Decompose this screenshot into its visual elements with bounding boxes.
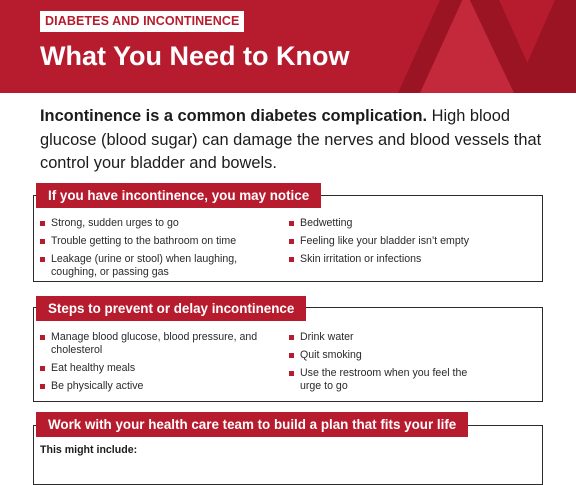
list-item: Skin irritation or infections: [289, 253, 529, 266]
header-banner: [0, 0, 576, 93]
list-item: Quit smoking: [289, 349, 479, 362]
list-item: Bedwetting: [289, 217, 529, 230]
prevent-heading: Steps to prevent or delay incontinence: [36, 296, 306, 321]
team-heading: Work with your health care team to build a plan that fits your life: [36, 412, 468, 437]
list-item: Be physically active: [40, 380, 275, 393]
notice-list-right: [289, 217, 529, 271]
prevent-list-right: [289, 331, 479, 398]
list-item: Manage blood glucose, blood pressure, and cholesterol: [40, 331, 275, 357]
intro-bold: Incontinence is a common diabetes complication.: [40, 107, 428, 125]
list-item: Feeling like your bladder isn’t empty: [289, 235, 529, 248]
notice-heading: If you have incontinence, you may notice: [36, 183, 321, 208]
page-title: What You Need to Know: [40, 41, 350, 71]
list-item: Strong, sudden urges to go: [40, 217, 275, 230]
list-item: Trouble getting to the bathroom on time: [40, 235, 275, 248]
kicker-label: DIABETES AND INCONTINENCE: [40, 11, 244, 32]
list-item: Eat healthy meals: [40, 362, 275, 375]
list-item: Drink water: [289, 331, 479, 344]
notice-list-left: [40, 217, 275, 284]
prevent-list-left: [40, 331, 275, 398]
list-item: Use the restroom when you feel the urge to go: [289, 367, 479, 393]
list-item: Leakage (urine or stool) when laughing, coughing, or passing gas: [40, 253, 275, 279]
intro-paragraph: [40, 105, 570, 176]
team-subheading: This might include:: [40, 444, 138, 456]
intro-text: High blood glucose (blood sugar) can damage the nerves and blood vessels that control your bladder and bowels.: [40, 107, 542, 172]
